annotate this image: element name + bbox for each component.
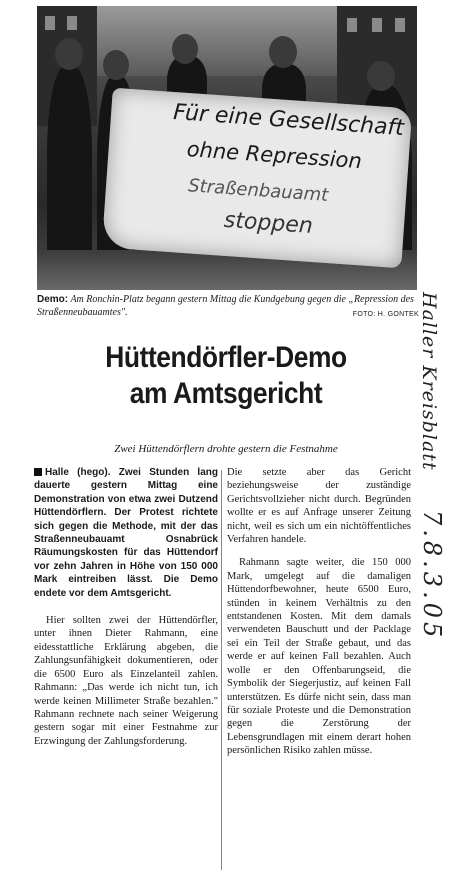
article-paragraph-2: Die setzte aber das Gericht beziehungsweise der zuständige Gerichtsvollzieher nicht durch. Begründen wollte er es auf Anfrage unserer Zeitung nicht, weil es sich um ein nichtöffentliches Verfahren handele. — [227, 467, 411, 546]
caption-text: Am Ronchin-Platz begann gestern Mittag die Kundgebung gegen die „Repression des Straßenneubauamtes". — [37, 294, 414, 318]
photo-window — [347, 18, 357, 32]
photo-person-head — [269, 36, 297, 68]
banner-text-line4: stoppen — [223, 207, 314, 239]
article-column-left — [34, 466, 218, 748]
article-paragraph-1: Hier sollten zwei der Hüttendörfler, unter ihnen Dieter Rahmann, eine eidesstattliche Erklärung abgeben, die Zahlungsunfähigkeit dokumentieren, oder die 6500 Euro als Einzelanteil zahlen. Rahmann: „Das werde ich nicht tun, ich werde keinen Millimeter Straße bezahlen." Rahmann rechnete nach seiner Weigerung gestern sogar mit einer Festnahme zur Erzwingung der Zahlungsforderung. — [34, 615, 218, 747]
article-lead — [34, 466, 218, 600]
article-paragraph-3: Rahmann sagte weiter, die 150 000 Mark, umgelegt auf die damaligen Hüttendorfbewohner, heute 6500 Euro, stünden in keinem Verhältnis zu den entstandenen Kosten. Mit dem damals verwendeten Bauschutt und der Packlage sei ein Teil der Straße gebaut, und das werde er auf keinen Fall bezahlen. Auch wolle er den Offenbarungseid, die Symbolik der Siegerjustiz, auf keinen Fall unterstützen. Es dürfe nicht sein, dass man für soziale Proteste und die Demonstration gegen die Zerstörung der Lebensgrundlagen mit einem derart hohen persönlichen Risiko zahlen müsse. — [227, 557, 411, 757]
caption-label: Demo: — [37, 294, 69, 305]
photo-window — [67, 16, 77, 30]
article-lead-text: Halle (hego). Zwei Stunden lang dauerte gestern Mittag eine Demonstration von etwa zwei Dutzend Hüttendörflern. Der Protest richtete sich gegen die Methode, mit der das Straßenneubauamt Osnabrück Räumungskosten für das Hüttendorf vor zehn Jahren in Höhe von 150 000 Mark eintreiben lässt. Die Demo endete vor dem Amtsgericht. — [34, 467, 218, 599]
photo-credit: FOTO: H. GONTEK — [352, 311, 419, 318]
photo-person-head — [103, 50, 129, 80]
headline-line2: am Amtsgericht — [129, 377, 323, 410]
headline-line1: Hüttendörfler-Demo — [105, 341, 347, 374]
photo-window — [372, 18, 382, 32]
handwritten-source-note: Haller Kreisblatt — [418, 292, 440, 471]
demo-photo — [37, 6, 417, 290]
column-divider — [221, 470, 222, 870]
photo-window — [45, 16, 55, 30]
banner-text-line3: Straßenbauamt — [187, 175, 329, 206]
headline — [59, 340, 393, 412]
photo-person-head — [55, 38, 83, 70]
protest-banner — [102, 88, 412, 269]
banner-text-line1: Für eine Gesellschaft — [172, 100, 405, 142]
photo-person-head — [172, 34, 198, 64]
subheadline: Zwei Hüttendörflern drohte gestern die Festnahme — [114, 443, 338, 455]
banner-text-line2: ohne Repression — [186, 137, 363, 174]
photo-caption — [37, 293, 419, 321]
photo-person-head — [367, 61, 395, 91]
photo-window — [395, 18, 405, 32]
article-column-right — [227, 466, 411, 758]
bullet-square-icon — [34, 468, 42, 476]
handwritten-date-note: 7.8.3.05 — [418, 510, 446, 642]
